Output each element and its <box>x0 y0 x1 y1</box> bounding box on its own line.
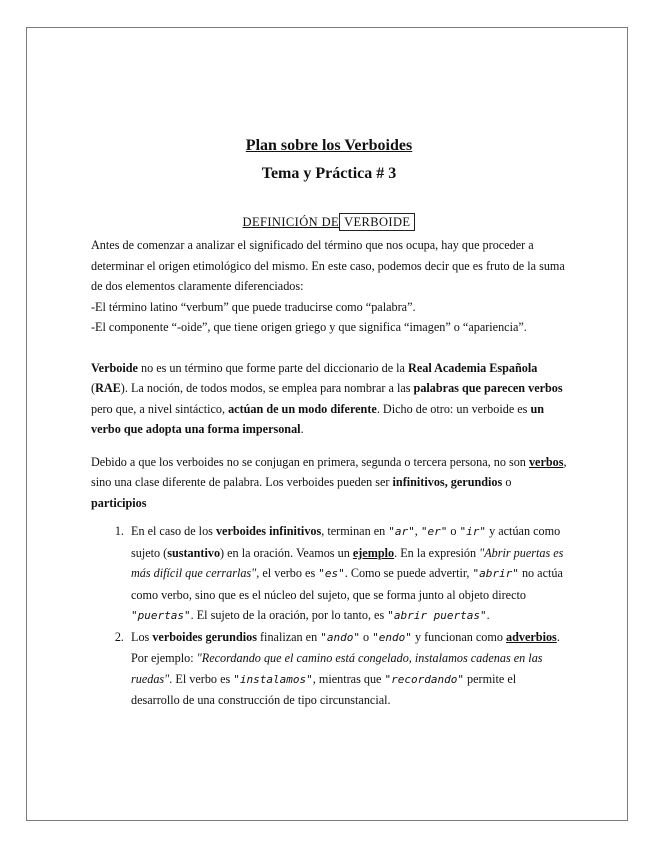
text-run: . Dicho de otro: un verboide es <box>376 401 531 416</box>
term-rae-full: Real Academia Española <box>408 360 538 375</box>
text-run: Los <box>131 629 153 644</box>
intro-bullet-oide: -El componente “-oide”, que tiene origen griego y que significa “imagen” o “apariencia”. <box>91 320 527 334</box>
document-subtitle: Tema y Práctica # 3 <box>261 165 397 182</box>
term-modo-diferente: actúan de un modo diferente <box>228 401 377 416</box>
term-palabras-que-parecen-verbos: palabras que parecen verbos <box>413 381 563 395</box>
text-run: . El sujeto de la oración, por lo tanto, es <box>190 608 388 622</box>
section-heading <box>91 211 567 235</box>
link-ejemplo[interactable]: ejemplo <box>352 545 395 560</box>
list-item-infinitivos <box>127 521 567 627</box>
text-run: o <box>502 475 512 489</box>
term-infinitivos: infinitivos <box>392 475 445 489</box>
example-ir: "ir" <box>459 525 487 538</box>
text-run: En el caso de los <box>131 524 216 538</box>
example-abrir-puertas: "abrir puertas" <box>387 609 487 622</box>
document-title: Plan sobre los Verboides <box>245 137 413 154</box>
example-puertas: "puertas" <box>131 609 191 622</box>
example-instalamos: "instalamos" <box>233 672 313 686</box>
text-run: finalizan en <box>256 629 321 644</box>
text-run: no actúa como verbo, sino que es el núcleo del sujeto, que se forma junto al objeto directo <box>131 566 563 602</box>
list-item-gerundios <box>127 627 567 711</box>
example-ando: "ando" <box>320 630 360 644</box>
document-content <box>91 135 567 711</box>
example-recordando-sentence: "Recordando que el camino está congelado, instalamos cadenas en las ruedas" <box>131 651 543 686</box>
example-abrir-puertas-sentence: "Abrir puertas es más difícil que cerrarlas" <box>131 545 564 580</box>
types-paragraph <box>91 452 567 514</box>
text-run: . Como se puede advertir, <box>344 566 473 580</box>
text-run: pero que, a nivel sintáctico, <box>91 401 229 416</box>
term-gerundios: gerundios <box>450 475 503 489</box>
term-verboides-infinitivos: verboides infinitivos <box>215 524 322 538</box>
link-adverbios[interactable]: adverbios <box>506 629 557 644</box>
text-run: , mientras que <box>312 671 385 686</box>
text-run: , <box>414 524 421 538</box>
text-run: , sino una clase diferente de palabra. Los verboides pueden ser <box>91 454 567 489</box>
text-run: o <box>447 524 460 538</box>
example-ar: "ar" <box>388 525 415 538</box>
text-run: ( <box>91 381 96 395</box>
text-run: ). La noción, de todos modos, se emplea para nombrar a las <box>120 381 414 395</box>
text-run: o <box>359 629 373 644</box>
text-run: . <box>486 608 490 622</box>
text-run: , <box>444 475 451 489</box>
example-recordando: "recordando" <box>384 672 464 686</box>
text-run: , terminan en <box>321 524 389 538</box>
example-es: "es" <box>318 567 345 580</box>
text-run: Debido a que los verboides no se conjugan en primera, segunda o tercera persona, no son <box>91 454 529 469</box>
link-verbos[interactable]: verbos <box>528 454 564 469</box>
term-participios: participios <box>91 495 147 510</box>
intro-bullet-verbum: -El término latino “verbum” que puede traducirse como “palabra”. <box>91 299 416 314</box>
example-abrir: "abrir" <box>472 567 519 580</box>
document-page <box>26 27 628 821</box>
term-sustantivo: sustantivo <box>167 545 221 560</box>
text-run: permite el desarrollo de una construcción de tipo circunstancial. <box>131 671 517 707</box>
text-run: . Por ejemplo: <box>131 629 560 665</box>
term-forma-impersonal: un verbo que adopta una forma impersonal <box>91 401 545 436</box>
text-run: y funcionan como <box>411 629 507 644</box>
text-run: no es un término que forme parte del diccionario de la <box>137 360 409 375</box>
section-heading-boxed-word: VERBOIDE <box>339 213 415 231</box>
term-verboide: Verboide <box>91 360 138 375</box>
example-endo: "endo" <box>372 630 412 644</box>
text-run: ) en la oración. Veamos un <box>220 545 353 560</box>
verboide-types-list <box>91 521 567 711</box>
definition-paragraph <box>91 358 567 440</box>
term-rae: RAE <box>95 381 121 395</box>
text-run: y actúan como sujeto ( <box>131 524 561 560</box>
text-run: . En la expresión <box>394 545 480 560</box>
text-run: . El verbo es <box>169 671 234 686</box>
term-verboides-gerundios: verboides gerundios <box>152 629 257 644</box>
example-er: "er" <box>420 525 448 538</box>
text-run: , el verbo es <box>256 566 319 580</box>
section-heading-prefix: DEFINICIÓN DE <box>242 215 340 229</box>
text-run: . <box>300 422 304 436</box>
intro-paragraph: Antes de comenzar a analizar el significado del término que nos ocupa, hay que proceder a determinar el origen etimológico del mismo. En este caso, podemos decir que es fruto de la suma de dos elementos claramente diferenciados: <box>91 238 565 293</box>
